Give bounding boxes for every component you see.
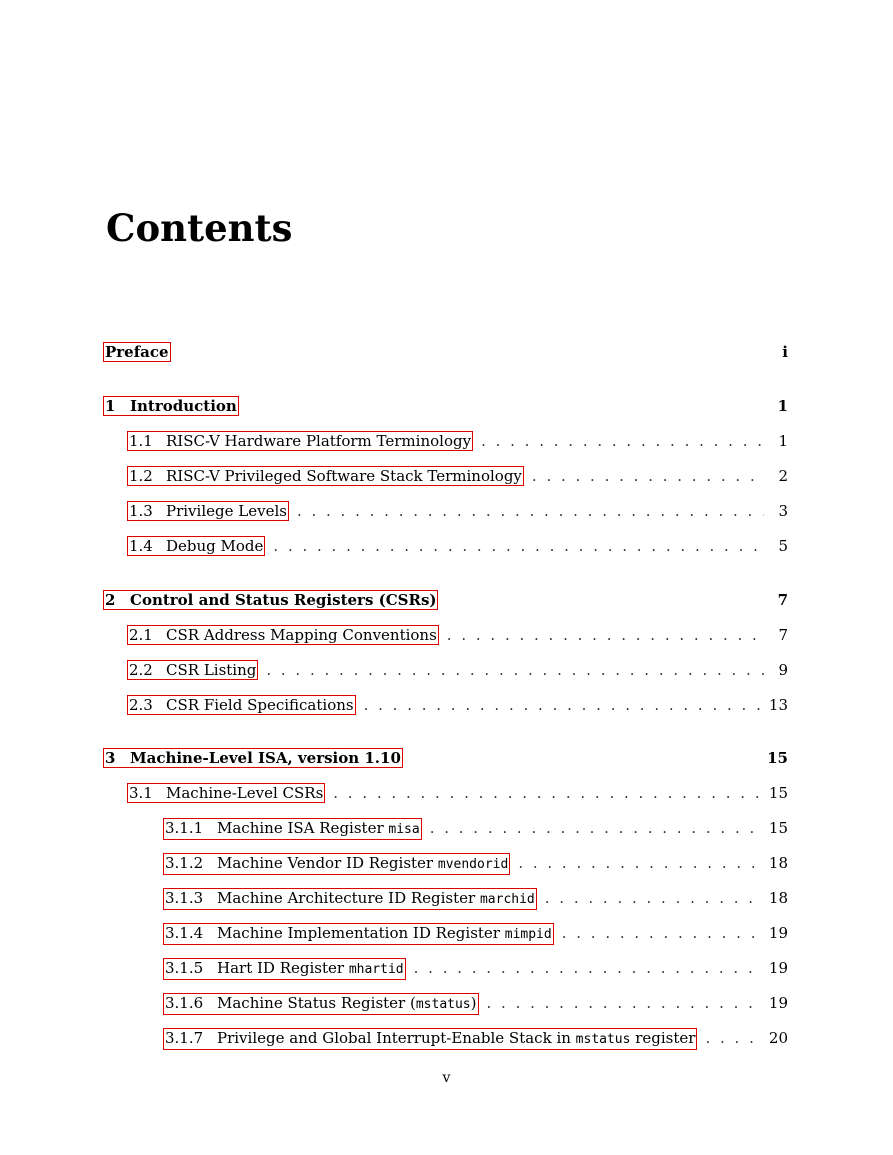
toc-link[interactable] bbox=[127, 431, 473, 451]
toc-entry-section bbox=[127, 625, 788, 645]
toc-entry-number: 3.1 bbox=[129, 784, 153, 802]
dot-leader bbox=[532, 467, 764, 485]
toc-entry-subsection bbox=[163, 923, 788, 945]
toc-entry-title: Privilege Levels bbox=[166, 502, 287, 520]
toc-page-number: 15 bbox=[768, 784, 788, 802]
toc-entry-title: RISC-V Hardware Platform Terminology bbox=[166, 432, 472, 450]
toc-entry-title: Preface bbox=[105, 343, 169, 361]
toc-entry-number: 3.1.7 bbox=[165, 1029, 204, 1047]
dot-leader bbox=[333, 784, 763, 802]
toc-page-number: 18 bbox=[768, 889, 788, 907]
dot-leader bbox=[562, 924, 763, 942]
toc-entry-title: Machine ISA Register misa bbox=[217, 819, 420, 837]
toc-entry-subsection bbox=[163, 853, 788, 875]
toc-entry-subsection bbox=[163, 888, 788, 910]
dot-leader bbox=[481, 432, 764, 450]
toc-link[interactable] bbox=[127, 466, 524, 486]
toc-entry-title: Machine Implementation ID Register mimpid bbox=[217, 924, 552, 942]
toc-entry-section bbox=[127, 783, 788, 803]
toc-entry-number: 2.1 bbox=[129, 626, 153, 644]
register-name: misa bbox=[388, 822, 420, 837]
toc-page-number: 3 bbox=[778, 502, 788, 520]
dot-leader bbox=[705, 1029, 762, 1047]
toc-link[interactable] bbox=[103, 342, 171, 362]
dot-leader bbox=[414, 959, 763, 977]
toc-entry-section bbox=[127, 695, 788, 715]
dot-leader bbox=[430, 819, 763, 837]
register-name: mimpid bbox=[504, 927, 552, 942]
toc-entry-section bbox=[127, 466, 788, 486]
toc-page-number: i bbox=[782, 343, 788, 361]
toc-link[interactable] bbox=[163, 958, 406, 980]
dot-leader bbox=[364, 696, 763, 714]
toc-entry-subsection bbox=[163, 958, 788, 980]
toc-entry-title: Machine-Level ISA, version 1.10 bbox=[130, 749, 401, 767]
toc-page-number: 7 bbox=[777, 591, 788, 609]
toc-page-number: 15 bbox=[767, 749, 788, 767]
toc-link[interactable] bbox=[127, 536, 265, 556]
toc-link[interactable] bbox=[103, 748, 403, 768]
toc-entry-number: 1.2 bbox=[129, 467, 153, 485]
toc-page-number: 18 bbox=[768, 854, 788, 872]
register-name: mhartid bbox=[348, 962, 404, 977]
toc-page-number: 19 bbox=[768, 994, 788, 1012]
dot-leader bbox=[447, 626, 764, 644]
toc-entry-number: 2.2 bbox=[129, 661, 153, 679]
toc-entry-number: 2 bbox=[105, 591, 116, 609]
toc-page-number: 19 bbox=[768, 959, 788, 977]
toc-entry-section bbox=[127, 660, 788, 680]
toc-page-number: 1 bbox=[777, 397, 788, 415]
toc-entry-title: Machine-Level CSRs bbox=[166, 784, 324, 802]
toc-entry-number: 3.1.1 bbox=[165, 819, 204, 837]
toc-entry-title: Machine Status Register (mstatus) bbox=[217, 994, 477, 1012]
page-number-footer: v bbox=[442, 1070, 451, 1086]
dot-leader bbox=[266, 661, 764, 679]
toc-entry-subsection bbox=[163, 818, 788, 840]
toc-page-number: 1 bbox=[778, 432, 788, 450]
toc-entry-title: RISC-V Privileged Software Stack Terminology bbox=[166, 467, 522, 485]
toc-entry-title: Privilege and Global Interrupt-Enable Stack in mstatus register bbox=[217, 1029, 696, 1047]
toc-entry-number: 3.1.5 bbox=[165, 959, 204, 977]
toc-entry-title: Machine Vendor ID Register mvendorid bbox=[217, 854, 509, 872]
toc-page-number: 13 bbox=[768, 696, 788, 714]
toc-page-number: 5 bbox=[778, 537, 788, 555]
toc-entry-subsection bbox=[163, 1028, 788, 1050]
toc-link[interactable] bbox=[103, 590, 438, 610]
toc-entry-chapter bbox=[103, 748, 788, 768]
toc-page-number: 7 bbox=[778, 626, 788, 644]
toc-link[interactable] bbox=[163, 993, 479, 1015]
toc-link[interactable] bbox=[103, 396, 239, 416]
toc-entry-number: 1.3 bbox=[129, 502, 153, 520]
dot-leader bbox=[273, 537, 764, 555]
toc-page-number: 2 bbox=[778, 467, 788, 485]
page-title: Contents bbox=[106, 206, 293, 250]
toc-entry-number: 3.1.6 bbox=[165, 994, 204, 1012]
toc-entry-chapter bbox=[103, 342, 788, 362]
toc-page-number: 20 bbox=[768, 1029, 788, 1047]
toc-entry-number: 1 bbox=[105, 397, 116, 415]
toc-link[interactable] bbox=[163, 923, 554, 945]
toc-entry-chapter bbox=[103, 590, 788, 610]
toc-link[interactable] bbox=[127, 695, 356, 715]
toc-page-number: 15 bbox=[768, 819, 788, 837]
toc-entry-title: Hart ID Register mhartid bbox=[217, 959, 404, 977]
toc-entry-number: 3.1.3 bbox=[165, 889, 204, 907]
dot-leader bbox=[297, 502, 764, 520]
toc-entry-number: 2.3 bbox=[129, 696, 153, 714]
toc-page-number: 9 bbox=[778, 661, 788, 679]
dot-leader bbox=[518, 854, 763, 872]
toc-entry-subsection bbox=[163, 993, 788, 1015]
toc-entry-number: 3.1.2 bbox=[165, 854, 204, 872]
toc-entry-title: Machine Architecture ID Register marchid bbox=[217, 889, 535, 907]
toc-entry-number: 3.1.4 bbox=[165, 924, 204, 942]
register-name: marchid bbox=[479, 892, 535, 907]
register-name: mstatus bbox=[575, 1032, 631, 1047]
toc-link[interactable] bbox=[163, 853, 510, 875]
toc-entry-chapter bbox=[103, 396, 788, 416]
toc-entry-title: CSR Field Specifications bbox=[166, 696, 354, 714]
toc-link[interactable] bbox=[163, 1028, 697, 1050]
toc-link[interactable] bbox=[127, 625, 439, 645]
toc-entry-title: CSR Listing bbox=[166, 661, 257, 679]
toc-entry-title: Control and Status Registers (CSRs) bbox=[130, 591, 437, 609]
toc-entry-section bbox=[127, 536, 788, 556]
toc-entry-number: 3 bbox=[105, 749, 116, 767]
toc-entry-title: Debug Mode bbox=[166, 537, 264, 555]
toc-link[interactable] bbox=[127, 501, 289, 521]
toc-entry-number: 1.4 bbox=[129, 537, 153, 555]
toc-page-number: 19 bbox=[768, 924, 788, 942]
toc-entry-title: CSR Address Mapping Conventions bbox=[166, 626, 437, 644]
dot-leader bbox=[487, 994, 763, 1012]
toc-entry-section bbox=[127, 501, 788, 521]
toc-link[interactable] bbox=[127, 783, 325, 803]
register-name: mstatus bbox=[415, 997, 471, 1012]
toc-entry-number: 1.1 bbox=[129, 432, 153, 450]
toc-link[interactable] bbox=[163, 818, 422, 840]
toc-entry-section bbox=[127, 431, 788, 451]
register-name: mvendorid bbox=[437, 857, 509, 872]
toc-entry-title: Introduction bbox=[130, 397, 237, 415]
toc-link[interactable] bbox=[163, 888, 537, 910]
dot-leader bbox=[545, 889, 763, 907]
toc-link[interactable] bbox=[127, 660, 258, 680]
